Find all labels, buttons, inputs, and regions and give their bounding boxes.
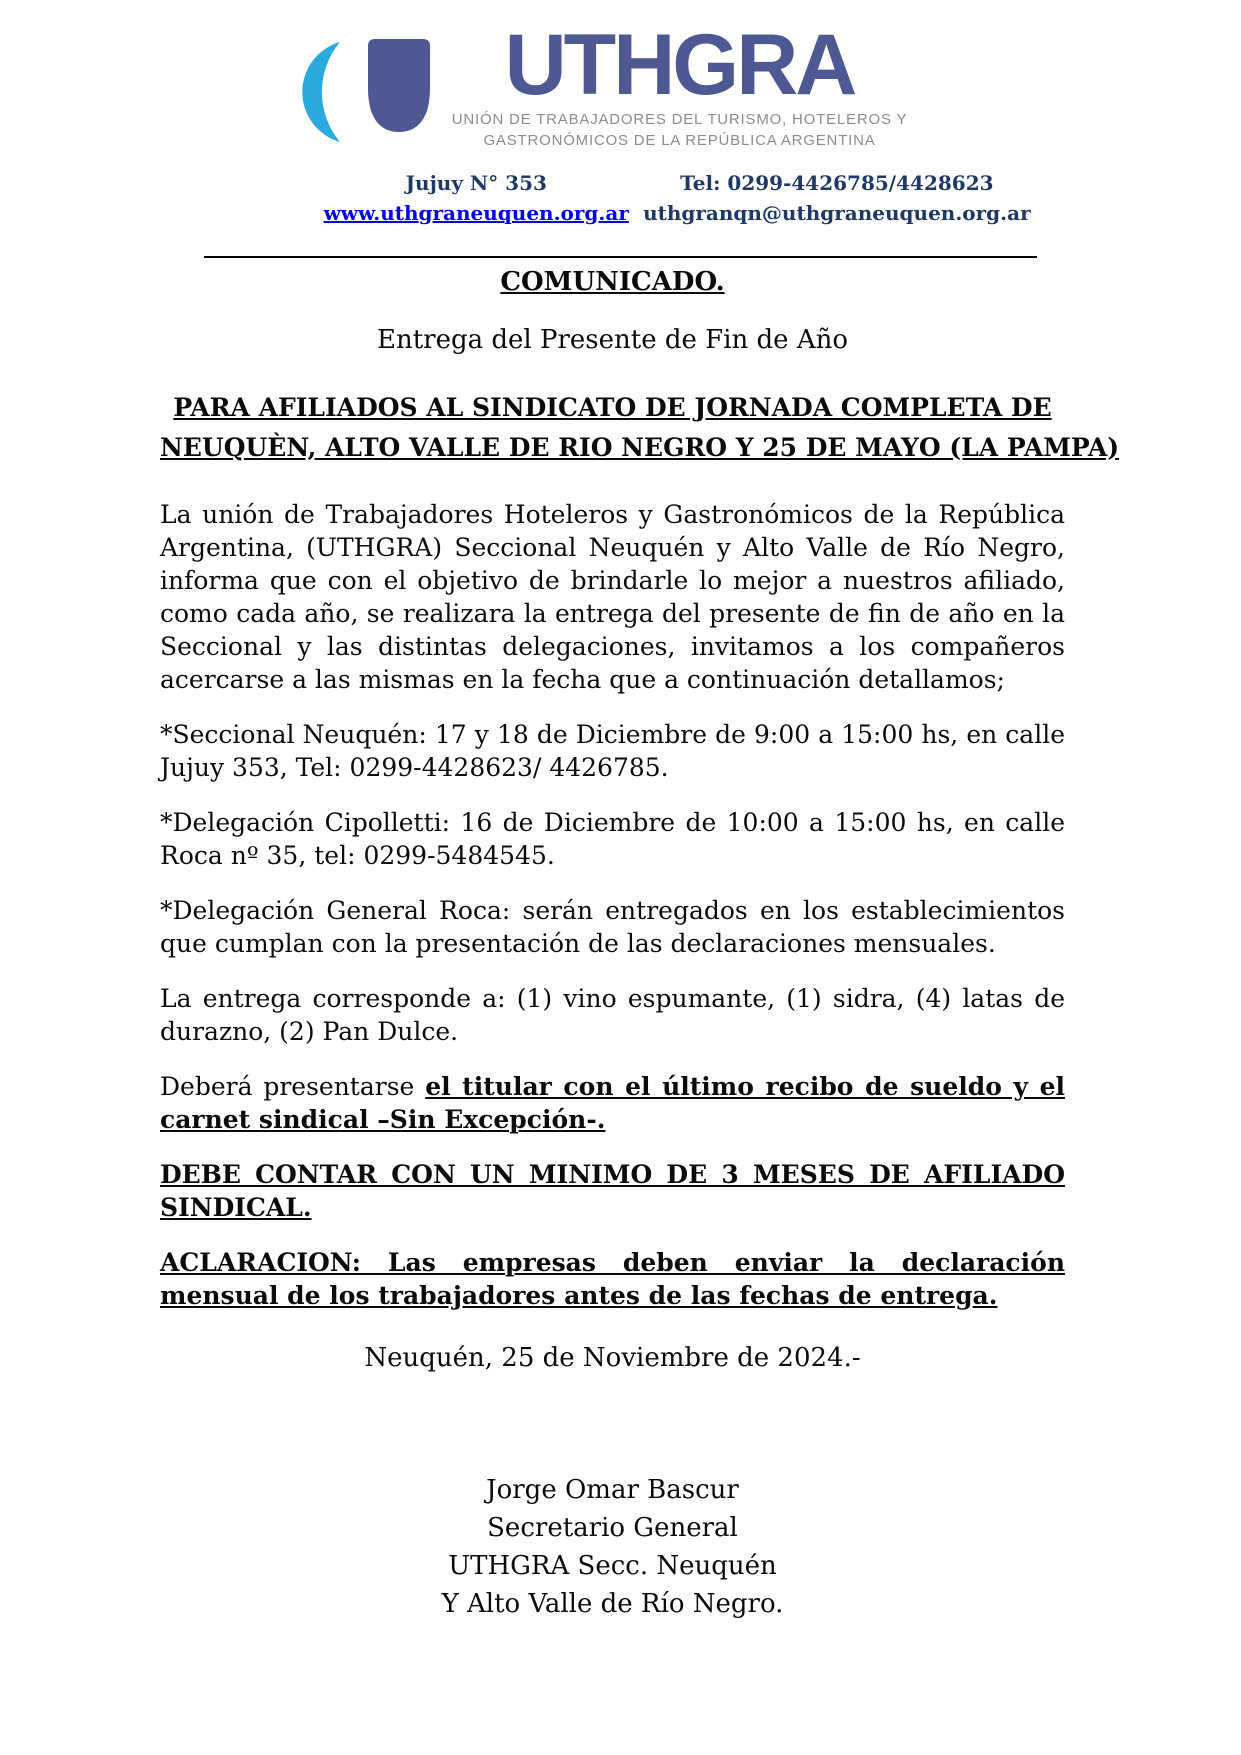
shield-shape — [368, 39, 430, 132]
audience-heading-line2: NEUQUÈN, ALTO VALLE DE RIO NEGRO Y 25 DE MAYO (LA PAMPA) — [160, 432, 1120, 462]
contact-info — [160, 168, 1065, 230]
requisito-emphasis: el titular con el último recibo de sueldo y el carnet sindical –Sin Excepción-. — [160, 1071, 1065, 1134]
requisito-prefix: Deberá presentarse — [160, 1071, 426, 1101]
logo-tagline-line1: UNIÓN DE TRABAJADORES DEL TURISMO, HOTELEROS Y — [451, 110, 908, 128]
phone-line: Tel: 0299-4426785/4428623 — [680, 171, 994, 196]
aclaracion-paragraph: ACLARACION: Las empresas deben enviar la declaración mensual de los trabajadores antes de las fechas de entrega. — [160, 1247, 1065, 1310]
signature-role: Secretario General — [487, 1512, 738, 1543]
document-body — [160, 266, 1120, 1623]
uthgra-logo — [120, 17, 1065, 152]
date-line: Neuquén, 25 de Noviembre de 2024.- — [364, 1342, 861, 1373]
requisito-presentacion-paragraph — [160, 1070, 1065, 1136]
logo-tagline — [452, 109, 908, 153]
intro-paragraph: La unión de Trabajadores Hoteleros y Gastronómicos de la República Argentina, (UTHGRA) Seccional Neuquén y Alto Valle de Río Negro, informa que con el objetivo de brindarle lo mejor a nuestros afiliado, como cada año, se realizara la entrega del presente de fin de año en la Seccional y las distintas delegaciones, invitamos a los compañeros acercarse a las mismas en la fecha que a continuación detallamos; — [160, 499, 1065, 694]
crescent-shape — [302, 42, 340, 142]
seccional-neuquen-paragraph: *Seccional Neuquén: 17 y 18 de Diciembre de 9:00 a 15:00 hs, en calle Jujuy 353, Tel: 0299-4428623/ 4426785. — [160, 719, 1065, 782]
signature-block — [160, 1471, 1065, 1623]
logo-text — [451, 17, 908, 152]
document-title: COMUNICADO. — [500, 267, 725, 298]
signature-org-line2: Y Alto Valle de Río Negro. — [441, 1588, 784, 1619]
minimo-afiliacion-paragraph: DEBE CONTAR CON UN MINIMO DE 3 MESES DE AFILIADO SINDICAL. — [160, 1159, 1065, 1222]
audience-heading — [160, 388, 1120, 468]
document-subtitle: Entrega del Presente de Fin de Año — [376, 324, 849, 355]
delegacion-general-roca-paragraph: *Delegación General Roca: serán entregados en los establecimientos que cumplan con la presentación de las declaraciones mensuales. — [160, 895, 1065, 958]
letterhead — [160, 17, 1065, 230]
signature-name: Jorge Omar Bascur — [486, 1474, 739, 1505]
logo-wordmark: UTHGRA — [504, 17, 855, 113]
address-line: Jujuy N° 353 — [405, 171, 547, 196]
audience-heading-line1: PARA AFILIADOS AL SINDICATO DE JORNADA COMPLETA DE — [173, 392, 1052, 422]
website-link[interactable]: www.uthgraneuquen.org.ar — [323, 201, 629, 226]
logo-tagline-line2: GASTRONÓMICOS DE LA REPÚBLICA ARGENTINA — [483, 132, 876, 150]
delegacion-cipolletti-paragraph: *Delegación Cipolletti: 16 de Diciembre de 10:00 a 15:00 hs, en calle Roca nº 35, tel: 0299-5484545. — [160, 807, 1065, 870]
divider-line — [204, 256, 1037, 258]
email-line: uthgranqn@uthgraneuquen.org.ar — [643, 201, 1031, 226]
contact-right-column — [629, 168, 1045, 228]
entrega-contenido-paragraph: La entrega corresponde a: (1) vino espumante, (1) sidra, (4) latas de durazno, (2) Pan Dulce. — [160, 983, 1065, 1046]
signature-org-line1: UTHGRA Secc. Neuquén — [448, 1550, 777, 1581]
uthgra-logo-mark-icon — [278, 36, 438, 148]
